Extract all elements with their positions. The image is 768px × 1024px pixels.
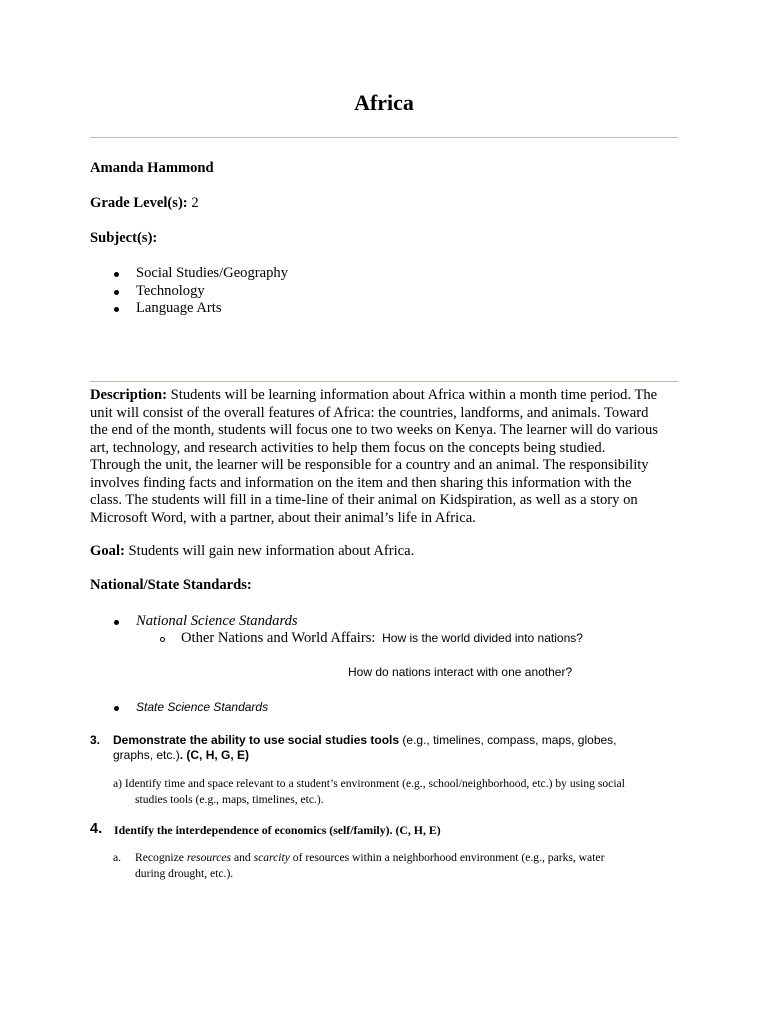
grade-value: 2 <box>187 195 199 211</box>
subject-text: Social Studies/Geography <box>136 265 288 281</box>
bullet-icon <box>114 290 119 295</box>
goal <box>90 543 680 561</box>
national-standards-item <box>112 613 612 631</box>
description-line: art, technology, and research activities to help them focus on the concepts being studied. <box>90 439 606 456</box>
national-standards-label: National Science Standards <box>136 613 298 629</box>
subjects-list <box>112 265 512 318</box>
item-3a-line1: a) Identify time and space relevant to a student’s environment (e.g., school/neighborhood, etc.) by using social <box>113 777 625 790</box>
bullet-icon <box>114 706 119 711</box>
grade-level <box>90 195 680 213</box>
description <box>90 387 690 527</box>
item-3-rest: (e.g., timelines, compass, maps, globes, <box>399 733 617 747</box>
subject-text: Language Arts <box>136 300 222 316</box>
grade-label: Grade Level(s): <box>90 195 188 211</box>
divider <box>90 381 678 382</box>
description-line: Description: Students will be learning information about Africa within a month time period. The <box>90 387 658 403</box>
circle-bullet-icon <box>160 637 165 642</box>
goal-text: Students will gain new information about Africa. <box>124 543 415 559</box>
description-line: the end of the month, students will focus one to two weeks on Kenya. The learner will do various <box>90 422 658 438</box>
description-line: class. The students will fill in a time-line of their animal on Kidspiration, as well as a story on <box>90 492 638 508</box>
bullet-icon <box>114 272 119 277</box>
sub-item <box>158 630 678 648</box>
bullet-icon <box>114 620 119 625</box>
item-3-line2: graphs, etc.) <box>113 748 180 762</box>
subject-text: Technology <box>136 282 205 299</box>
item-3a-line2: studies tools (e.g., maps, timelines, etc.). <box>135 792 324 806</box>
state-standards-label: State Science Standards <box>136 700 269 714</box>
document-title: Africa <box>354 90 414 115</box>
list-item <box>112 300 512 318</box>
description-line: unit will consist of the overall features of Africa: the countries, landforms, and animals. Toward <box>90 404 649 421</box>
subjects-label: Subject(s): <box>90 230 158 246</box>
state-standards-item <box>112 700 512 716</box>
list-item <box>112 265 512 283</box>
question-1: How is the world divided into nations? <box>382 631 583 645</box>
description-line: involves finding facts and information on the item and then sharing this information with the <box>90 474 632 491</box>
item-3-codes: . (C, H, G, E) <box>179 748 250 762</box>
standard-item-3 <box>90 733 670 763</box>
bullet-icon <box>114 307 119 312</box>
description-line: Microsoft Word, with a partner, about their animal’s life in Africa. <box>90 509 476 526</box>
item-4a-marker: a. <box>113 851 122 864</box>
item-number: 3. <box>90 733 101 747</box>
divider <box>90 137 678 138</box>
resources-term: resources <box>186 851 232 864</box>
question-2: How do nations interact with one another? <box>348 665 573 679</box>
item-number: 4. <box>90 821 103 837</box>
sub-item-label: Other Nations and World Affairs: <box>181 630 376 646</box>
standards-heading: National/State Standards: <box>90 577 252 593</box>
standard-item-4a: a. Recognize resources and scarcity of resources within a neighborhood environment (e.g., parks, water during drought, etc.). <box>113 850 683 881</box>
scarcity-term: scarcity <box>253 851 290 864</box>
author-name: Amanda Hammond <box>90 160 214 176</box>
goal-label: Goal: <box>90 543 125 559</box>
item-4a-line2: during drought, etc.). <box>135 866 234 880</box>
standard-item-3a <box>113 776 683 807</box>
description-line: Through the unit, the learner will be responsible for a country and an animal. The responsibility <box>90 457 649 473</box>
standard-item-4 <box>90 820 670 840</box>
list-item <box>112 283 512 301</box>
item-3-bold: Demonstrate the ability to use social studies tools <box>113 733 400 747</box>
item-4-text: Identify the interdependence of economics (self/family). (C, H, E) <box>114 823 441 837</box>
description-label: Description: <box>90 387 168 403</box>
